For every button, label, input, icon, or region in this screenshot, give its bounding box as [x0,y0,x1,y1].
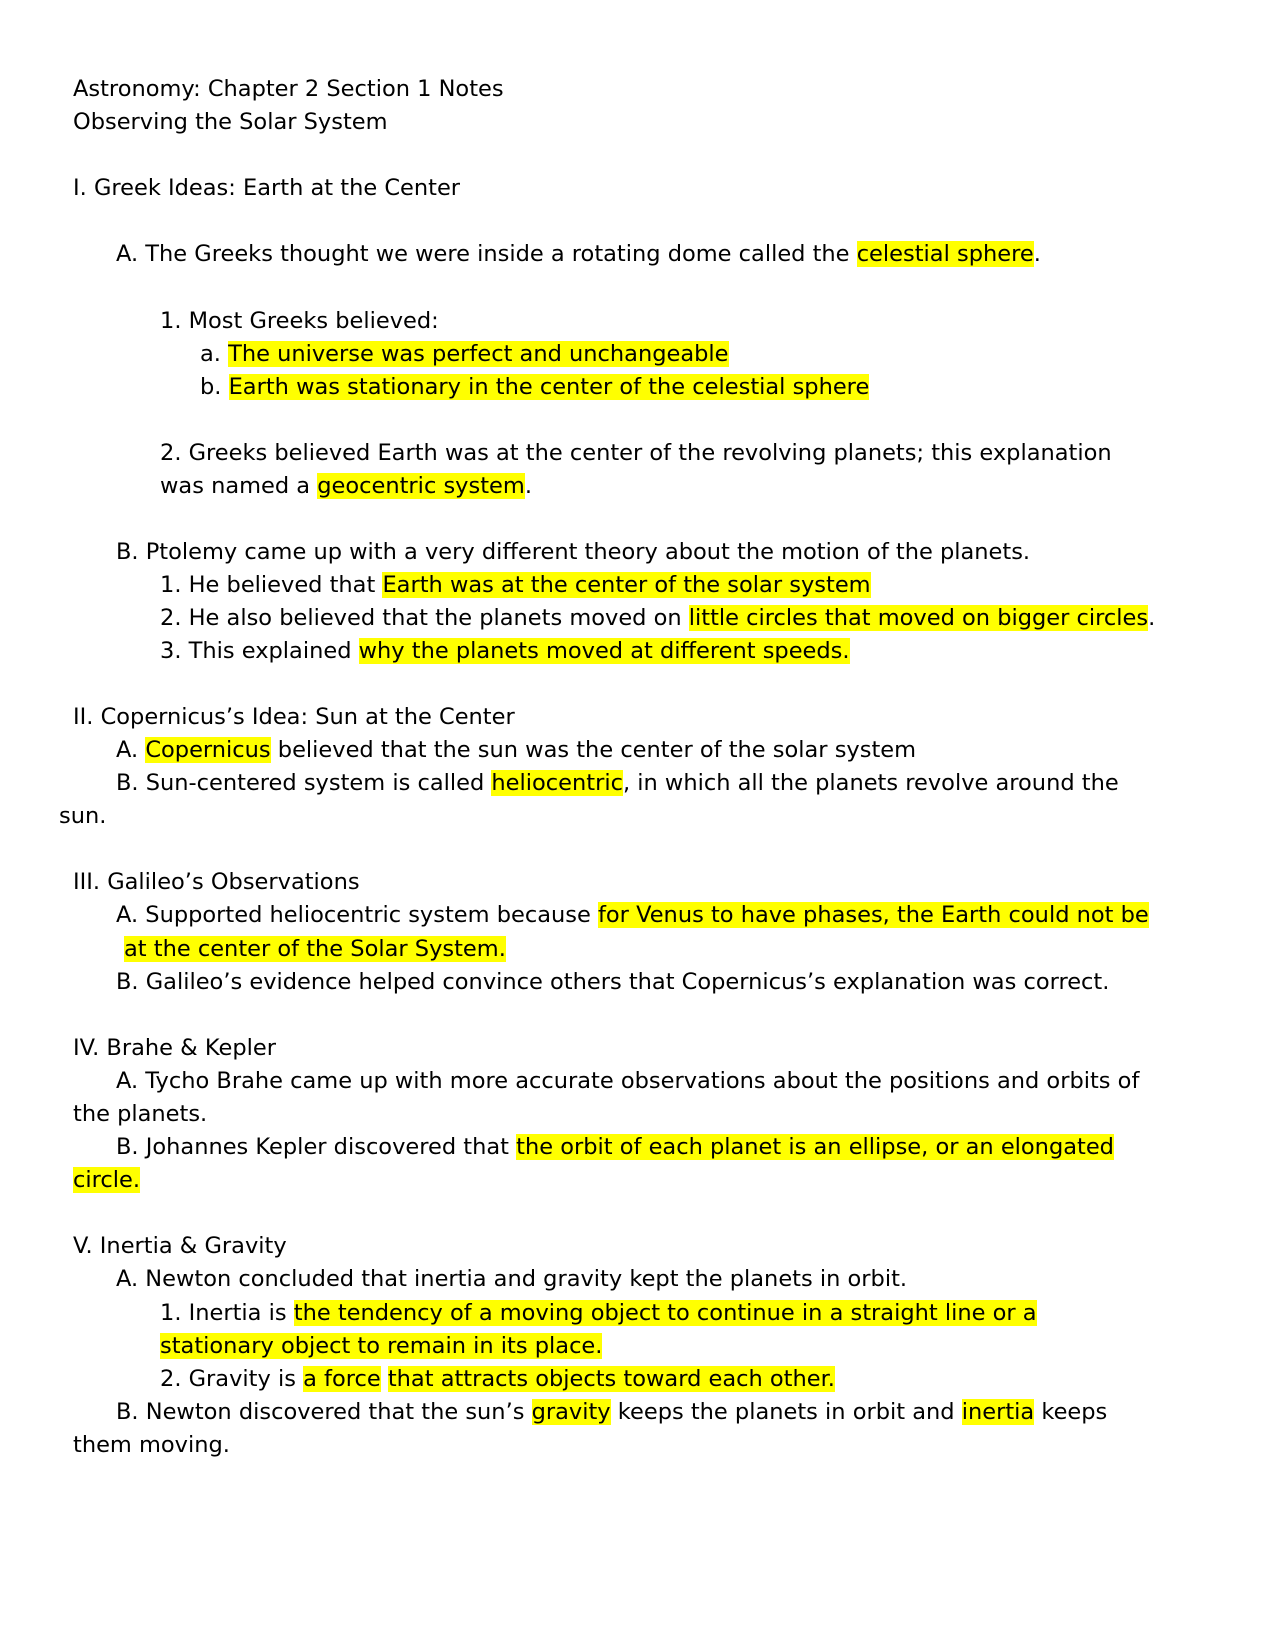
highlight: gravity [531,1399,611,1425]
highlight: the tendency of a moving object to continue in a straight line or a [293,1300,1037,1326]
text: believed that the sun was the center of the solar system [270,737,917,763]
text: A. [116,737,146,763]
text: a. [200,341,229,367]
section-1-point-a1-b [200,370,869,404]
highlight: why the planets moved at different speeds. [358,638,850,664]
highlight: that attracts objects toward each other. [387,1366,835,1392]
section-1-point-a2: 2. Greeks believed Earth was at the center of the revolving planets; this explanation [160,440,1112,466]
page-subtitle: Observing the Solar System [73,109,388,135]
text: was named a [160,473,318,499]
text: 3. This explained [160,638,359,664]
text: B. Johannes Kepler discovered that [116,1134,517,1160]
highlight: a force [303,1366,381,1392]
section-1-point-a1: 1. Most Greeks believed: [160,308,439,334]
text: A. Supported heliocentric system because [116,902,598,928]
section-5-point-a1-cont [160,1329,602,1363]
section-1-point-b: B. Ptolemy came up with a very different theory about the motion of the planets. [116,539,1031,565]
text: B. Newton discovered that the sun’s [116,1399,532,1425]
section-1-point-b3 [160,634,850,668]
section-2-heading: II. Copernicus’s Idea: Sun at the Center [73,704,515,730]
section-5-point-a2 [160,1362,835,1396]
highlight: for Venus to have phases, the Earth could not be [597,902,1149,928]
highlight: inertia [961,1399,1035,1425]
section-3-heading: III. Galileo’s Observations [73,869,360,895]
section-4-point-b-cont [73,1163,140,1197]
highlight: heliocentric [491,770,623,796]
section-5-heading: V. Inertia & Gravity [73,1233,287,1259]
text: , in which all the planets revolve around the [622,770,1119,796]
highlight: the orbit of each planet is an ellipse, or an elongated [516,1134,1114,1160]
text: . [1148,605,1156,631]
section-5-point-a: A. Newton concluded that inertia and gravity kept the planets in orbit. [116,1266,908,1292]
section-1-point-b2 [160,601,1155,635]
text: keeps the planets in orbit and [610,1399,962,1425]
section-2-point-a [116,733,916,767]
section-4-point-b [116,1130,1114,1164]
text: 1. Inertia is [160,1300,294,1326]
highlight: geocentric system [317,473,525,499]
highlight: The universe was perfect and unchangeable [228,341,729,367]
text: keeps [1034,1399,1108,1425]
highlight: Earth was stationary in the center of the celestial sphere [228,374,870,400]
section-4-point-a: A. Tycho Brahe came up with more accurate observations about the positions and orbits of [116,1068,1140,1094]
section-1-heading: I. Greek Ideas: Earth at the Center [73,175,461,201]
section-1-point-b1 [160,568,871,602]
text: . [1033,241,1041,267]
section-5-point-b [116,1395,1107,1429]
text: 2. Gravity is [160,1366,304,1392]
text: 1. He believed that [160,572,383,598]
section-3-point-a-cont [124,932,506,966]
highlight: Copernicus [145,737,271,763]
text: A. The Greeks thought we were inside a rotating dome called the [116,241,857,267]
section-4-heading: IV. Brahe & Kepler [73,1035,276,1061]
section-5-point-b-cont: them moving. [73,1432,230,1458]
section-2-point-b-cont: sun. [59,803,107,829]
section-3-point-a [116,898,1149,932]
highlight: little circles that moved on bigger circles [688,605,1149,631]
highlight: at the center of the Solar System. [124,936,506,962]
section-2-point-b [116,766,1119,800]
section-1-point-a2-cont [160,469,532,503]
text: 2. He also believed that the planets moved on [160,605,689,631]
text: B. Sun-centered system is called [116,770,492,796]
highlight: celestial sphere [856,241,1034,267]
text [381,1366,388,1392]
section-3-point-b: B. Galileo’s evidence helped convince others that Copernicus’s explanation was correct. [116,969,1110,995]
section-1-point-a [116,237,1041,271]
text: b. [200,374,229,400]
highlight: circle. [73,1167,140,1193]
page-title: Astronomy: Chapter 2 Section 1 Notes [73,76,504,102]
highlight: Earth was at the center of the solar system [382,572,871,598]
section-4-point-a-cont: the planets. [73,1101,208,1127]
section-1-point-a1-a [200,337,729,371]
highlight: stationary object to remain in its place. [160,1333,603,1359]
text: . [524,473,532,499]
section-5-point-a1 [160,1296,1037,1330]
